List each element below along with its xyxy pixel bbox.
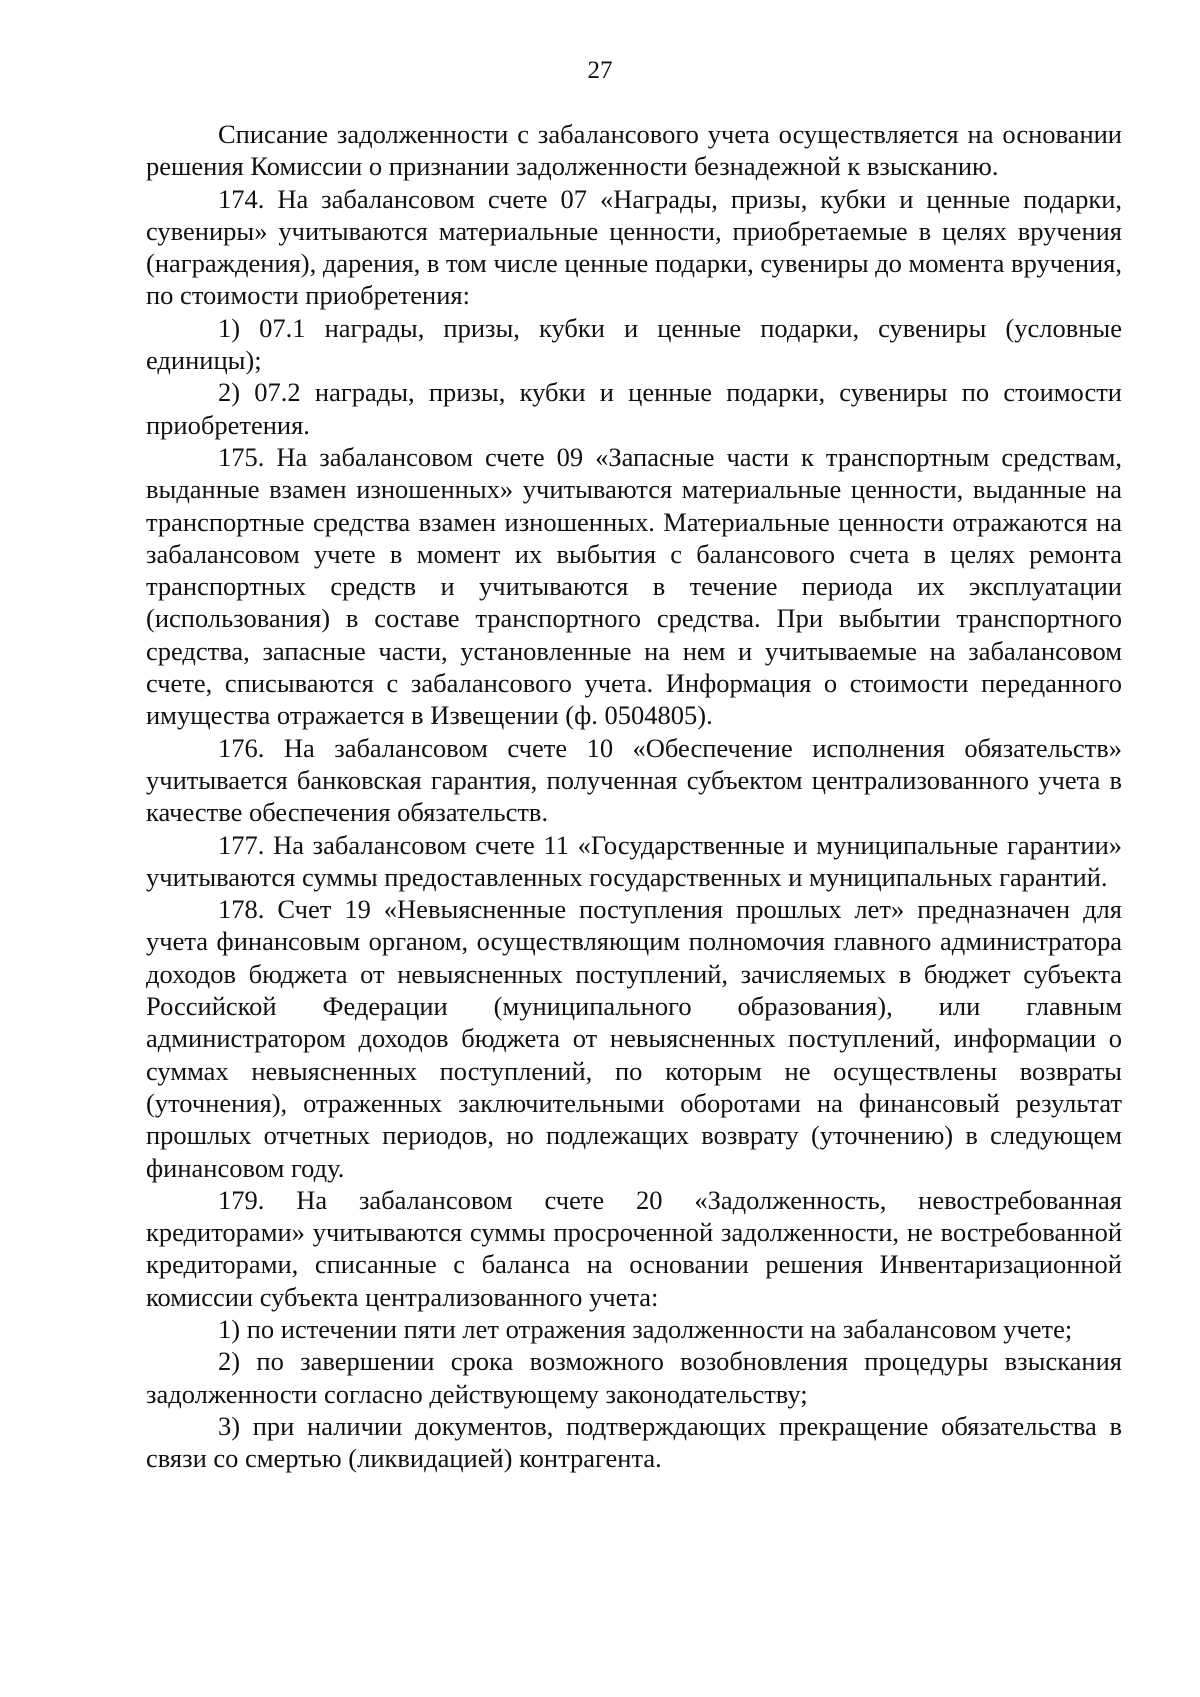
paragraph-176: 176. На забалансовом счете 10 «Обеспечение исполнения обязательств» учитывается банковская гарантия, полученная субъектом централизованного учета в качестве обеспечения обязательств. [146, 732, 1122, 828]
paragraph-174-item-1: 1) 07.1 награды, призы, кубки и ценные подарки, сувениры (условные единицы); [146, 312, 1122, 376]
paragraph-179-item-3: 3) при наличии документов, подтверждающих прекращение обязательства в связи со смертью (ликвидацией) контрагента. [146, 1410, 1122, 1474]
paragraph-179-item-1: 1) по истечении пяти лет отражения задолженности на забалансовом учете; [218, 1313, 1073, 1344]
paragraph-178: 178. Счет 19 «Невыясненные поступления прошлых лет» предназначен для учета финансовым органом, осуществляющим полномочия главного администратора доходов бюджета от невыясненных поступлений, зачисляемых в бюджет субъекта Российской Федерации (муниципального образования), или главным администратором доходов бюджета от невыясненных поступлений, информации о суммах невыясненных поступлений, по которым не осуществлены возвраты (уточнения), отраженных заключительными оборотами на финансовый результат прошлых отчетных периодов, но подлежащих возврату (уточнению) в следующем финансовом году. [146, 894, 1122, 1183]
paragraph-179: 179. На забалансовом счете 20 «Задолженность, невостребованная кредиторами» учитываются суммы просроченной задолженности, не востребованной кредиторами, списанные с баланса на основании решения Инвентаризационной комиссии субъекта централизованного учета: [146, 1184, 1122, 1312]
paragraph-179-item-2: 2) по завершении срока возможного возобновления процедуры взыскания задолженности согласно действующему законодательству; [146, 1346, 1122, 1409]
paragraph-write-off: Списание задолженности с забалансового учета осуществляется на основании решения Комиссии о признании задолженности безнадежной к взысканию. [146, 119, 1122, 182]
paragraph-174-item-2: 2) 07.2 награды, призы, кубки и ценные подарки, сувениры по стоимости приобретения. [146, 377, 1122, 440]
page-number: 27 [587, 57, 613, 84]
document-body [146, 118, 1122, 1474]
paragraph-174: 174. На забалансовом счете 07 «Награды, призы, кубки и ценные подарки, сувениры» учитываются материальные ценности, приобретаемые в целях вручения (награждения), дарения, в том числе ценные подарки, сувениры до момента вручения, по стоимости приобретения: [146, 183, 1122, 311]
paragraph-175: 175. На забалансовом счете 09 «Запасные части к транспортным средствам, выданные взамен изношенных» учитываются материальные ценности, выданные на транспортные средства взамен изношенных. Материальные ценности отражаются на забалансовом учете в момент их выбытия с балансового счета в целях ремонта транспортных средств и учитываются в течение периода их эксплуатации (использования) в составе транспортного средства. При выбытии транспортного средства, запасные части, установленные на нем и учитываемые на забалансовом счете, списываются с забалансового учета. Информация о стоимости переданного имущества отражается в Извещении (ф. 0504805). [146, 441, 1122, 731]
paragraph-177: 177. На забалансовом счете 11 «Государственные и муниципальные гарантии» учитываются суммы предоставленных государственных и муниципальных гарантий. [146, 829, 1122, 892]
